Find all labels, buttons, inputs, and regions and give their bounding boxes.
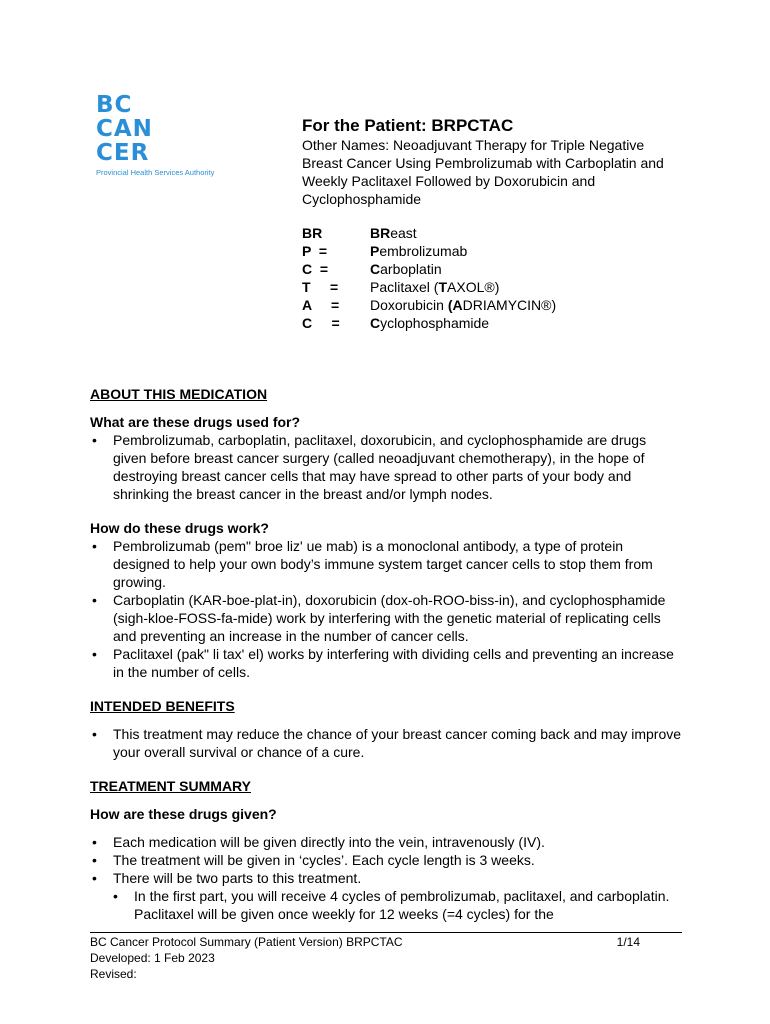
acronym-letter: A = — [302, 297, 340, 313]
list-item: • Paclitaxel (pak" li tax' el) works by interfering with dividing cells and preventing an increase in the number of cells. — [92, 646, 674, 680]
acronym-table — [302, 224, 556, 332]
benefits-list — [90, 725, 682, 761]
bullet-icon: • — [113, 888, 118, 904]
acronym-letter: BR — [302, 225, 323, 241]
section-heading-summary: TREATMENT SUMMARY — [90, 778, 251, 794]
acronym-description: BReast — [370, 225, 417, 241]
acronym-row — [302, 224, 556, 242]
acronym-row — [302, 242, 556, 260]
bc-cancer-logo — [96, 93, 246, 177]
how-work-list — [90, 537, 682, 681]
acronym-letter: T = — [302, 279, 339, 295]
acronym-letter: C = — [302, 315, 340, 331]
acronym-letter: C = — [302, 261, 329, 277]
document-body — [90, 385, 682, 923]
page-footer — [90, 934, 682, 982]
acronym-row — [302, 278, 556, 296]
question-how-given: How are these drugs given? — [90, 806, 277, 822]
bullet-icon: • — [92, 726, 97, 742]
bullet-icon: • — [92, 592, 97, 608]
used-for-list — [90, 431, 682, 503]
summary-nested-list — [90, 887, 682, 923]
footer-divider — [90, 932, 682, 933]
acronym-description: Pembrolizumab — [370, 243, 468, 259]
acronym-row — [302, 296, 556, 314]
bullet-icon: • — [92, 834, 97, 850]
page-number: 1/14 — [616, 935, 640, 949]
page-title: For the Patient: BRPCTAC — [302, 116, 514, 135]
bullet-icon: • — [92, 646, 97, 662]
bullet-icon: • — [92, 870, 97, 886]
logo-line-3: CER — [96, 140, 150, 166]
acronym-row — [302, 260, 556, 278]
bullet-icon: • — [92, 432, 97, 448]
acronym-description: Carboplatin — [370, 261, 442, 277]
acronym-description: Doxorubicin (ADRIAMYCIN®) — [370, 297, 557, 313]
list-item: • Each medication will be given directly into the vein, intravenously (IV). — [92, 834, 545, 850]
acronym-letter: P = — [302, 243, 328, 259]
list-item: • This treatment may reduce the chance of your breast cancer coming back and may improve your overall survival or chance of a cure. — [92, 726, 682, 760]
list-item: • Pembrolizumab (pem" broe liz' ue mab) is a monoclonal antibody, a type of protein designed to help your own body’s immune system target cancer cells to stop them from growing. — [92, 538, 653, 590]
other-names: Other Names: Neoadjuvant Therapy for Triple Negative Breast Cancer Using Pembrolizumab with Carboplatin and Weekly Paclitaxel Followed by Doxorubicin and Cyclophosphamide — [302, 137, 664, 207]
list-item: • There will be two parts to this treatment. — [92, 870, 362, 886]
acronym-description: Paclitaxel (TAXOL®) — [370, 279, 500, 295]
acronym-row — [302, 314, 556, 332]
footer-revised: Revised: — [90, 967, 137, 981]
logo-tagline: Provincial Health Services Authority — [96, 168, 215, 177]
question-how-work: How do these drugs work? — [90, 520, 269, 536]
section-heading-about: ABOUT THIS MEDICATION — [90, 386, 268, 402]
section-heading-benefits: INTENDED BENEFITS — [90, 698, 235, 714]
bullet-icon: • — [92, 852, 97, 868]
footer-protocol: BC Cancer Protocol Summary (Patient Version) BRPCTAC — [90, 935, 403, 949]
list-item: • In the first part, you will receive 4 cycles of pembrolizumab, paclitaxel, and carboplatin. Paclitaxel will be given once weekly for 12 weeks (=4 cycles) for the — [113, 888, 670, 922]
list-item: • Carboplatin (KAR-boe-plat-in), doxorubicin (dox-oh-ROO-biss-in), and cyclophosphamide (sigh-kloe-FOSS-fa-mide) work by interfering with the genetic material of replicating cells and preventing an increase in the number of cancer cells. — [92, 592, 666, 644]
logo-line-1: BC — [96, 92, 133, 118]
list-item: • Pembrolizumab, carboplatin, paclitaxel, doxorubicin, and cyclophosphamide are drugs given before breast cancer surgery (called neoadjuvant chemotherapy), in the hope of destroying breast cancer cells that may have spread to other parts of your body and shrinking the breast cancer in the breast and/or lymph nodes. — [92, 432, 647, 502]
list-item: • The treatment will be given in ‘cycles’. Each cycle length is 3 weeks. — [92, 852, 535, 868]
summary-list — [90, 833, 682, 887]
logo-line-2: CAN — [96, 116, 153, 142]
footer-developed: Developed: 1 Feb 2023 — [90, 951, 215, 965]
question-used-for: What are these drugs used for? — [90, 414, 301, 430]
acronym-description: Cyclophosphamide — [370, 315, 490, 331]
bullet-icon: • — [92, 538, 97, 554]
